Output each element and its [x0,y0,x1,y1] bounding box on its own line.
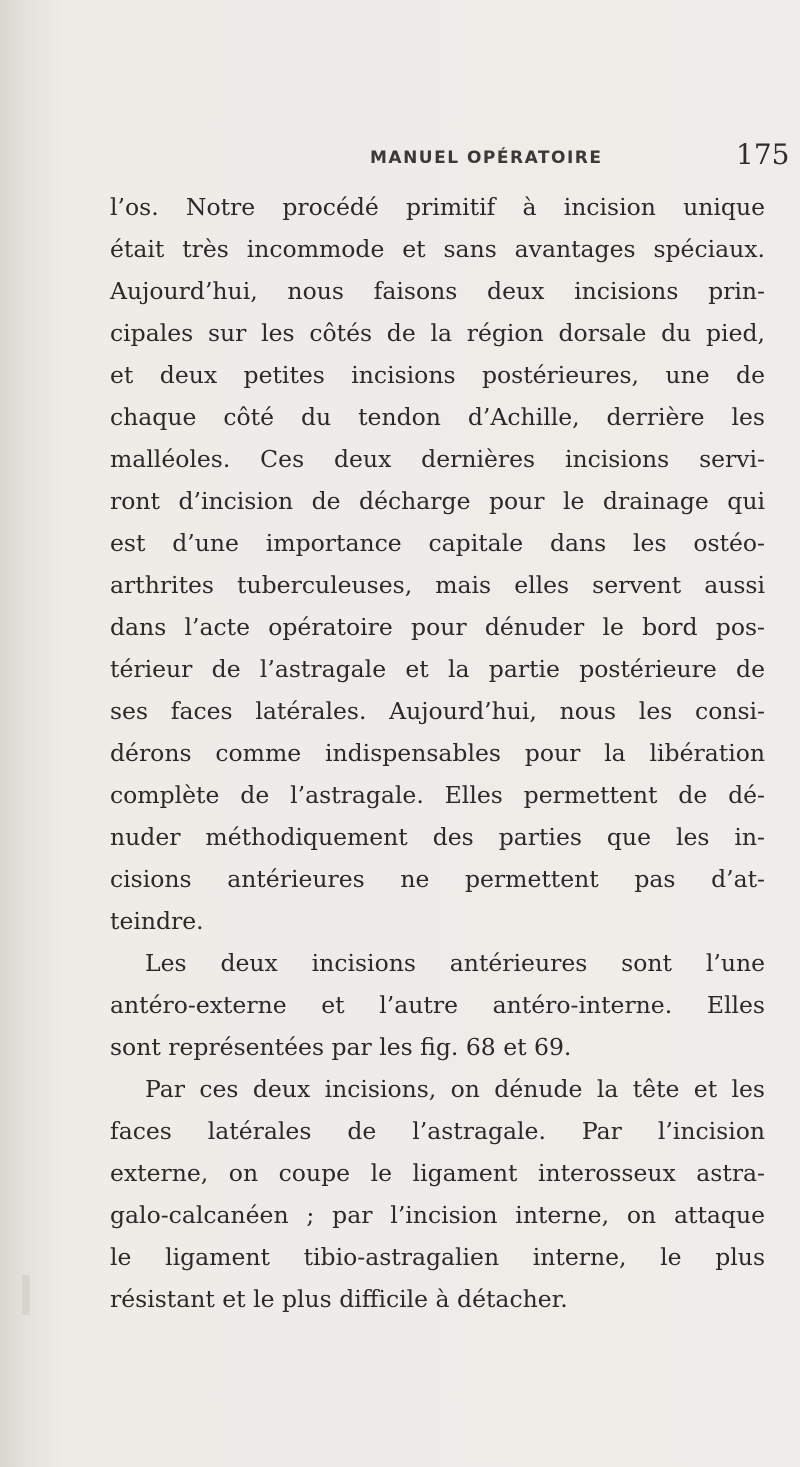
text-line: malléoles. Ces deux dernières incisions servi- [110,445,765,473]
text-line: était très incommode et sans avantages spéciaux. [110,235,765,263]
text-line: Aujourd’hui, nous faisons deux incisions prin- [110,277,765,305]
text-line: antéro-externe et l’autre antéro-interne. Elles [110,991,765,1019]
text-line: galo-calcanéen ; par l’incision interne, on attaque [110,1201,765,1229]
text-line: teindre. [110,907,204,935]
text-line: le ligament tibio-astragalien interne, le plus [110,1243,765,1271]
text-line: nuder méthodiquement des parties que les in- [110,823,765,851]
text-line: résistant et le plus difficile à détacher. [110,1285,568,1313]
text-line: ront d’incision de décharge pour le drainage qui [110,487,765,515]
text-line: complète de l’astragale. Elles permettent de dé- [110,781,765,809]
text-line: cipales sur les côtés de la région dorsale du pied, [110,319,765,347]
text-line: externe, on coupe le ligament interosseux astra- [110,1159,765,1187]
page-number: 175 [736,138,790,171]
running-title: MANUEL OPÉRATOIRE [370,148,603,168]
text-line: Par ces deux incisions, on dénude la tête et les [145,1075,765,1103]
text-line: ses faces latérales. Aujourd’hui, nous les consi- [110,697,765,725]
text-line: dérons comme indispensables pour la libération [110,739,765,767]
text-line: est d’une importance capitale dans les ostéo- [110,529,765,557]
text-line: l’os. Notre procédé primitif à incision unique [110,193,765,221]
text-line: arthrites tuberculeuses, mais elles servent aussi [110,571,765,599]
paragraph-3 [110,1068,765,1320]
text-line: cisions antérieures ne permettent pas d’at- [110,865,765,893]
body-text [110,186,765,1320]
text-line: faces latérales de l’astragale. Par l’incision [110,1117,765,1145]
text-line: sont représentées par les fig. 68 et 69. [110,1033,572,1061]
text-line: Les deux incisions antérieures sont l’une [145,949,765,977]
paragraph-1 [110,186,765,942]
paragraph-2 [110,942,765,1068]
text-line: dans l’acte opératoire pour dénuder le bord pos- [110,613,765,641]
text-line: chaque côté du tendon d’Achille, derrière les [110,403,765,431]
text-line: térieur de l’astragale et la partie postérieure de [110,655,765,683]
paper-blemish [22,1275,30,1315]
text-line: et deux petites incisions postérieures, une de [110,361,765,389]
